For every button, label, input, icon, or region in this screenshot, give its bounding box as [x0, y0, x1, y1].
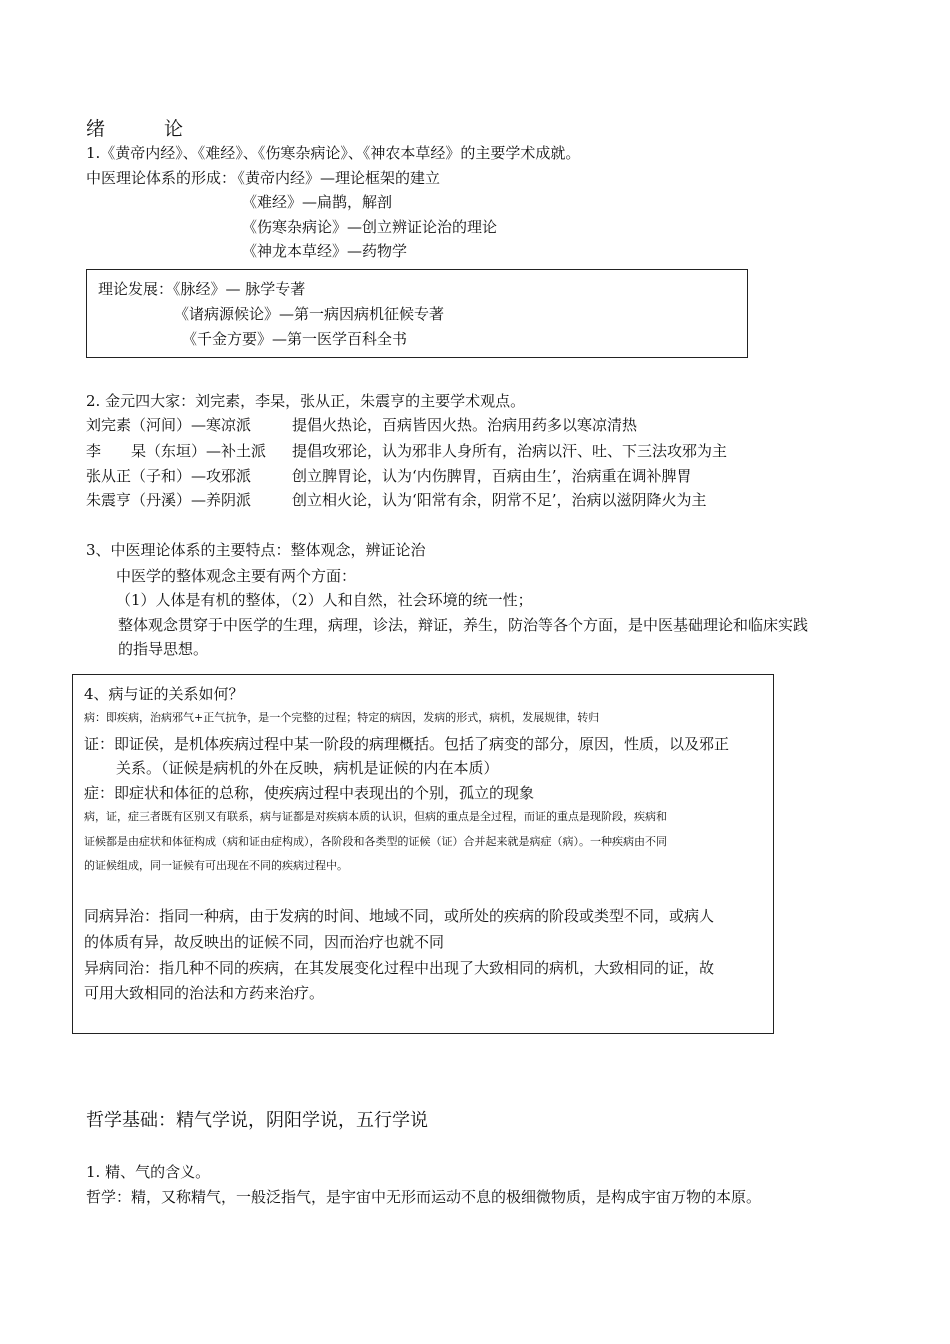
- disease-syndrome-box: [72, 674, 774, 1034]
- master-name: 李 杲（东垣）—补土派: [86, 442, 267, 460]
- formation-item: 《难经》—扁鹊，解剖: [242, 193, 393, 211]
- question-4: 4、病与证的关系如何？: [84, 685, 244, 703]
- development-item: 《诸病源候论》—第一病因病机征候专著: [174, 305, 445, 323]
- master-view: 提倡攻邪论，认为邪非人身所有，治病以汗、吐、下三法攻邪为主: [292, 442, 728, 460]
- philosophy-question-1: 1. 精、气的含义。: [86, 1163, 211, 1181]
- master-name: 张从正（子和）—攻邪派: [86, 467, 252, 485]
- disease-definition: 病：即疾病，治病邪气+正气抗争，是一个完整的过程；特定的病因，发病的形式，病机，发展规律，转归: [84, 711, 600, 724]
- master-view: 提倡火热论，百病皆因火热。治病用药多以寒凉清热: [292, 416, 638, 434]
- features-line: （1）人体是有机的整体，（2）人和自然，社会环境的统一性；: [116, 591, 533, 609]
- formation-item: 《黄帝内经》—理论框架的建立: [230, 169, 441, 187]
- master-view: 创立相火论，认为‘阳常有余，阴常不足’，治病以滋阴降火为主: [292, 491, 707, 509]
- formation-item: 《伤寒杂病论》—创立辨证论治的理论: [242, 218, 498, 236]
- development-item: 《千金方要》—第一医学百科全书: [182, 330, 408, 348]
- question-2: 2. 金元四大家：刘完素，李杲，张从正，朱震亨的主要学术观点。: [86, 392, 526, 410]
- syndrome-definition: 证：即证侯，是机体疾病过程中某一阶段的病理概括。包括了病变的部分，原因，性质，以及邪正: [84, 735, 730, 753]
- features-line: 的指导思想。: [118, 640, 209, 658]
- relation-text: 病，证，症三者既有区别又有联系，病与证都是对疾病本质的认识，但病的重点是全过程，而证的重点是现阶段，疾病和: [84, 810, 667, 823]
- features-line: 整体观念贯穿于中医学的生理，病理，诊法，辩证，养生，防治等各个方面，是中医基础理论和临床实践: [118, 616, 809, 634]
- same-disease-diff-treatment: 同病异治：指同一种病，由于发病的时间、地域不同，或所处的疾病的阶段或类型不同，或病人: [84, 907, 715, 925]
- same-disease-diff-treatment-cont: 的体质有异，故反映出的证候不同，因而治疗也就不同: [84, 933, 445, 951]
- features-line: 中医学的整体观念主要有两个方面：: [116, 567, 357, 585]
- formation-label: 中医理论体系的形成：: [86, 169, 237, 187]
- relation-text: 的证候组成，同一证候有可出现在不同的疾病过程中。: [84, 859, 348, 872]
- development-item: 理论发展：《脉经》— 脉学专著: [98, 280, 306, 298]
- formation-item: 《神龙本草经》—药物学: [242, 242, 408, 260]
- master-view: 创立脾胃论，认为‘内伤脾胃，百病由生’，治病重在调补脾胃: [292, 467, 692, 485]
- diff-disease-same-treatment-cont: 可用大致相同的治法和方药来治疗。: [84, 984, 325, 1002]
- question-1: 1.《黄帝内经》、《难经》、《伤寒杂病论》、《神农本草经》的主要学术成就。: [86, 144, 581, 162]
- diff-disease-same-treatment: 异病同治：指几种不同的疾病，在其发展变化过程中出现了大致相同的病机，大致相同的证，故: [84, 959, 715, 977]
- master-name: 刘完素（河间）—寒凉派: [86, 416, 252, 434]
- syndrome-definition-cont: 关系。（证候是病机的外在反映，病机是证候的内在本质）: [116, 759, 499, 777]
- relation-text: 证候都是由症状和体征构成（病和证由症构成），各阶段和各类型的证候（证）合并起来就是病症（病）。一种疾病由不同: [84, 835, 667, 848]
- question-3: 3、中医理论体系的主要特点：整体观念，辨证论治: [86, 541, 426, 559]
- chapter-title-char-1: 绪: [86, 118, 106, 140]
- jingqi-definition: 哲学：精，又称精气，一般泛指气，是宇宙中无形而运动不息的极细微物质，是构成宇宙万物的本原。: [86, 1188, 762, 1206]
- philosophy-title: 哲学基础：精气学说，阴阳学说，五行学说: [86, 1110, 428, 1131]
- symptom-definition: 症：即症状和体征的总称，使疾病过程中表现出的个别，孤立的现象: [84, 784, 535, 802]
- chapter-title-char-2: 论: [164, 118, 184, 140]
- master-name: 朱震亨（丹溪）—养阴派: [86, 491, 252, 509]
